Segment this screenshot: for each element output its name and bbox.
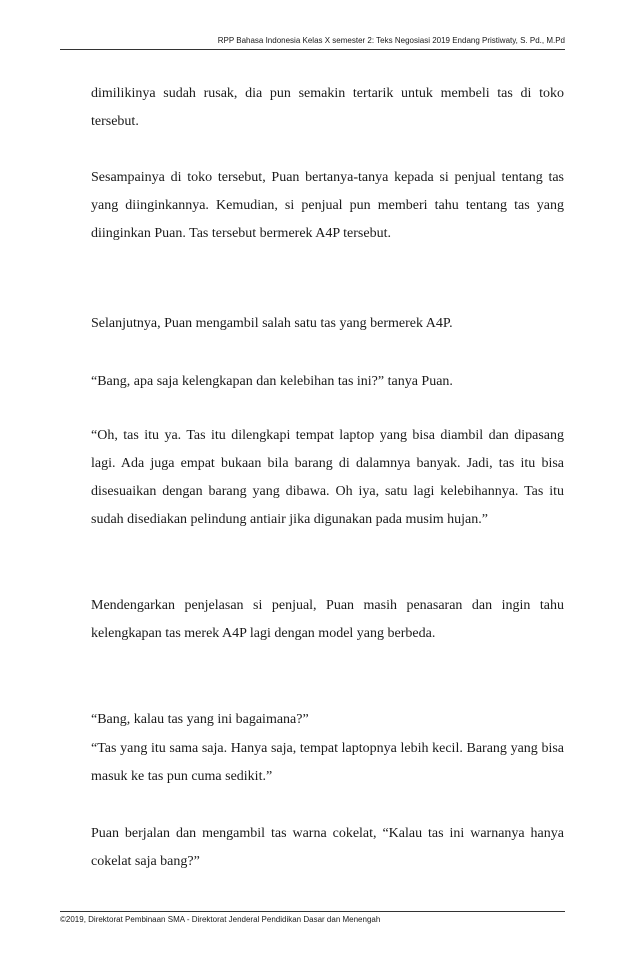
header-rule bbox=[60, 49, 565, 50]
paragraph-2: Sesampainya di toko tersebut, Puan bertanya-tanya kepada si penjual tentang tas yang diinginkannya. Kemudian, si penjual pun memberi tahu tentang tas yang diinginkan Puan. Tas tersebut bermerek A4P tersebut. bbox=[91, 170, 564, 241]
paragraph-6: Mendengarkan penjelasan si penjual, Puan masih penasaran dan ingin tahu kelengkapan tas merek A4P lagi dengan model yang berbeda. bbox=[91, 598, 564, 641]
page-header: RPP Bahasa Indonesia Kelas X semester 2: Teks Negosiasi 2019 Endang Pristiwaty, S. Pd., M.Pd bbox=[217, 36, 565, 45]
paragraph-7: “Bang, kalau tas yang ini bagaimana?” bbox=[91, 712, 309, 727]
paragraph-5: “Oh, tas itu ya. Tas itu dilengkapi tempat laptop yang bisa diambil dan dipasang lagi. Ada juga empat bukaan bila barang di dalamnya banyak. Jadi, tas itu bisa disesuaikan dengan barang yang dibawa. Oh iya, satu lagi kelebihannya. Tas itu sudah disediakan pelindung antiair jika digunakan pada musim hujan.” bbox=[91, 428, 564, 527]
page-footer: ©2019, Direktorat Pembinaan SMA - Direktorat Jenderal Pendidikan Dasar dan Menengah bbox=[60, 915, 381, 924]
paragraph-3: Selanjutnya, Puan mengambil salah satu tas yang bermerek A4P. bbox=[91, 316, 453, 331]
paragraph-9: Puan berjalan dan mengambil tas warna cokelat, “Kalau tas ini warnanya hanya cokelat saja bang?” bbox=[91, 826, 564, 869]
paragraph-4: “Bang, apa saja kelengkapan dan kelebihan tas ini?” tanya Puan. bbox=[91, 374, 453, 389]
paragraph-1: dimilikinya sudah rusak, dia pun semakin tertarik untuk membeli tas di toko tersebut. bbox=[91, 86, 564, 129]
footer-rule bbox=[60, 911, 565, 912]
paragraph-8: “Tas yang itu sama saja. Hanya saja, tempat laptopnya lebih kecil. Barang yang bisa masuk ke tas pun cuma sedikit.” bbox=[91, 741, 564, 784]
